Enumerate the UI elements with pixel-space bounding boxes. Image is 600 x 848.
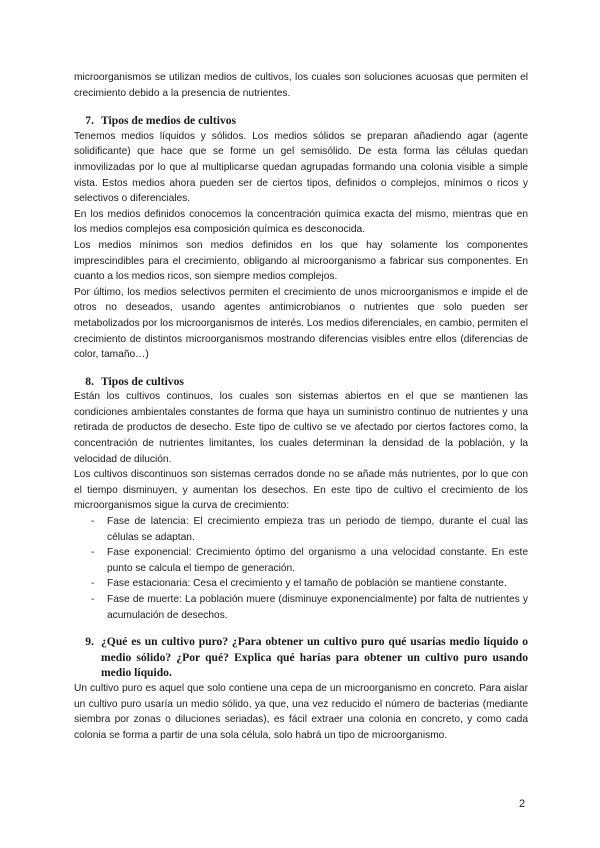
section-8-paragraph: Están los cultivos continuos, los cuales son sistemas abiertos en el que se mantienen las condiciones ambientales constantes de forma que haya un suministro continuo de nutrientes y una retirada de productos de desecho. Este tipo de cultivo se ve afectado por ciertos factores como, la concentración de nutrientes limitantes, los cuales determinan la densidad de la población, y la velocidad de dilución. xyxy=(74,391,528,465)
list-item-text: Fase de latencia: El crecimiento empieza tras un periodo de tiempo, durante el cual las células se adaptan. xyxy=(107,516,528,543)
bullet-dash: - xyxy=(91,516,95,528)
section-7-number: 7. xyxy=(85,114,94,128)
list-item xyxy=(74,592,528,623)
section-8-paragraph: Los cultivos discontinuos son sistemas cerrados donde no se añade más nutrientes, por lo que con el tiempo disminuyen, y aumentan los desechos. En este tipo de cultivo el crecimiento de los microorganismos sigue la curva de crecimiento: xyxy=(74,469,528,512)
section-9-paragraph: Un cultivo puro es aquel que solo contiene una cepa de un microorganismo en concreto. Para aislar un cultivo puro usaría un medio sólido, ya que, una vez reducido el número de bacterias (mediante siembra por zonas o diluciones seriadas), es fácil extraer una colonia en concreto, y como cada colonia se forma a partir de una sola célula, solo habrá un tipo de microorganismo. xyxy=(74,682,528,741)
growth-phases-list xyxy=(74,514,528,623)
section-7-title: Tipos de medios de cultivos xyxy=(101,114,237,128)
section-8-title: Tipos de cultivos xyxy=(101,374,184,388)
section-7-paragraph: En los medios definidos conocemos la concentración química exacta del mismo, mientras que en los medios complejos esa composición química es desconocida. xyxy=(74,208,528,236)
section-7-paragraph: Tenemos medios líquidos y sólidos. Los medios sólidos se preparan añadiendo agar (agente solidificante) que hace que se forme un gel semisólido. De esta forma las células quedan inmovilizadas por lo que al multiplicarse quedan agrupadas formando una colonia visible a simple vista. Estos medios ahora pueden ser de ciertos tipos, definidos o complejos, mínimos o ricos y selectivos o diferenciales. xyxy=(74,130,528,205)
section-7-heading xyxy=(74,113,528,129)
list-item-text: Fase estacionaria: Cesa el crecimiento y el tamaño de población se mantiene constante. xyxy=(107,578,507,590)
list-item-text: Fase exponencial: Crecimiento óptimo del organismo a una velocidad constante. En este punto se calcula el tiempo de generación. xyxy=(107,547,528,574)
section-7-paragraph: Los medios mínimos son medios definidos en los que hay solamente los componentes imprescindibles para el crecimiento, obligando al microorganismo a fabricar sus componentes. En cuanto a los medios ricos, son siempre medios complejos. xyxy=(74,239,528,283)
intro-paragraph: microorganismos se utilizan medios de cultivos, los cuales son soluciones acuosas que permiten el crecimiento debido a la presencia de nutrientes. xyxy=(74,72,528,99)
page-number: 2 xyxy=(519,798,526,810)
section-8-heading xyxy=(74,374,528,390)
list-item-text: Fase de muerte: La población muere (disminuye exponencialmente) por falta de nutrientes y acumulación de desechos. xyxy=(107,594,528,621)
bullet-dash: - xyxy=(91,594,95,605)
document-page xyxy=(74,70,528,743)
list-item xyxy=(74,514,528,545)
section-9-heading xyxy=(74,634,528,681)
section-7-paragraph: Por último, los medios selectivos permiten el crecimiento de unos microorganismos e impide el de otros no deseados, usando agentes antimicrobianos o nutrientes que solo pueden ser metabolizados por los microorganismos de interés. Los medios diferenciales, en cambio, permiten el crecimiento de distintos microorganismos mostrando diferencias visibles entre ellos (diferencias de color, tamaño…) xyxy=(74,286,528,361)
list-item xyxy=(74,545,528,576)
section-9-title: ¿Qué es un cultivo puro? ¿Para obtener un cultivo puro qué usarías medio líquido o medio sólido? ¿Por qué? Explica qué harías para obtener un cultivo puro usando medio líquido. xyxy=(101,635,528,680)
list-item xyxy=(74,576,528,592)
bullet-dash: - xyxy=(91,547,95,559)
bullet-dash: - xyxy=(91,578,95,590)
section-9-number: 9. xyxy=(85,635,94,649)
section-8-number: 8. xyxy=(85,374,94,388)
